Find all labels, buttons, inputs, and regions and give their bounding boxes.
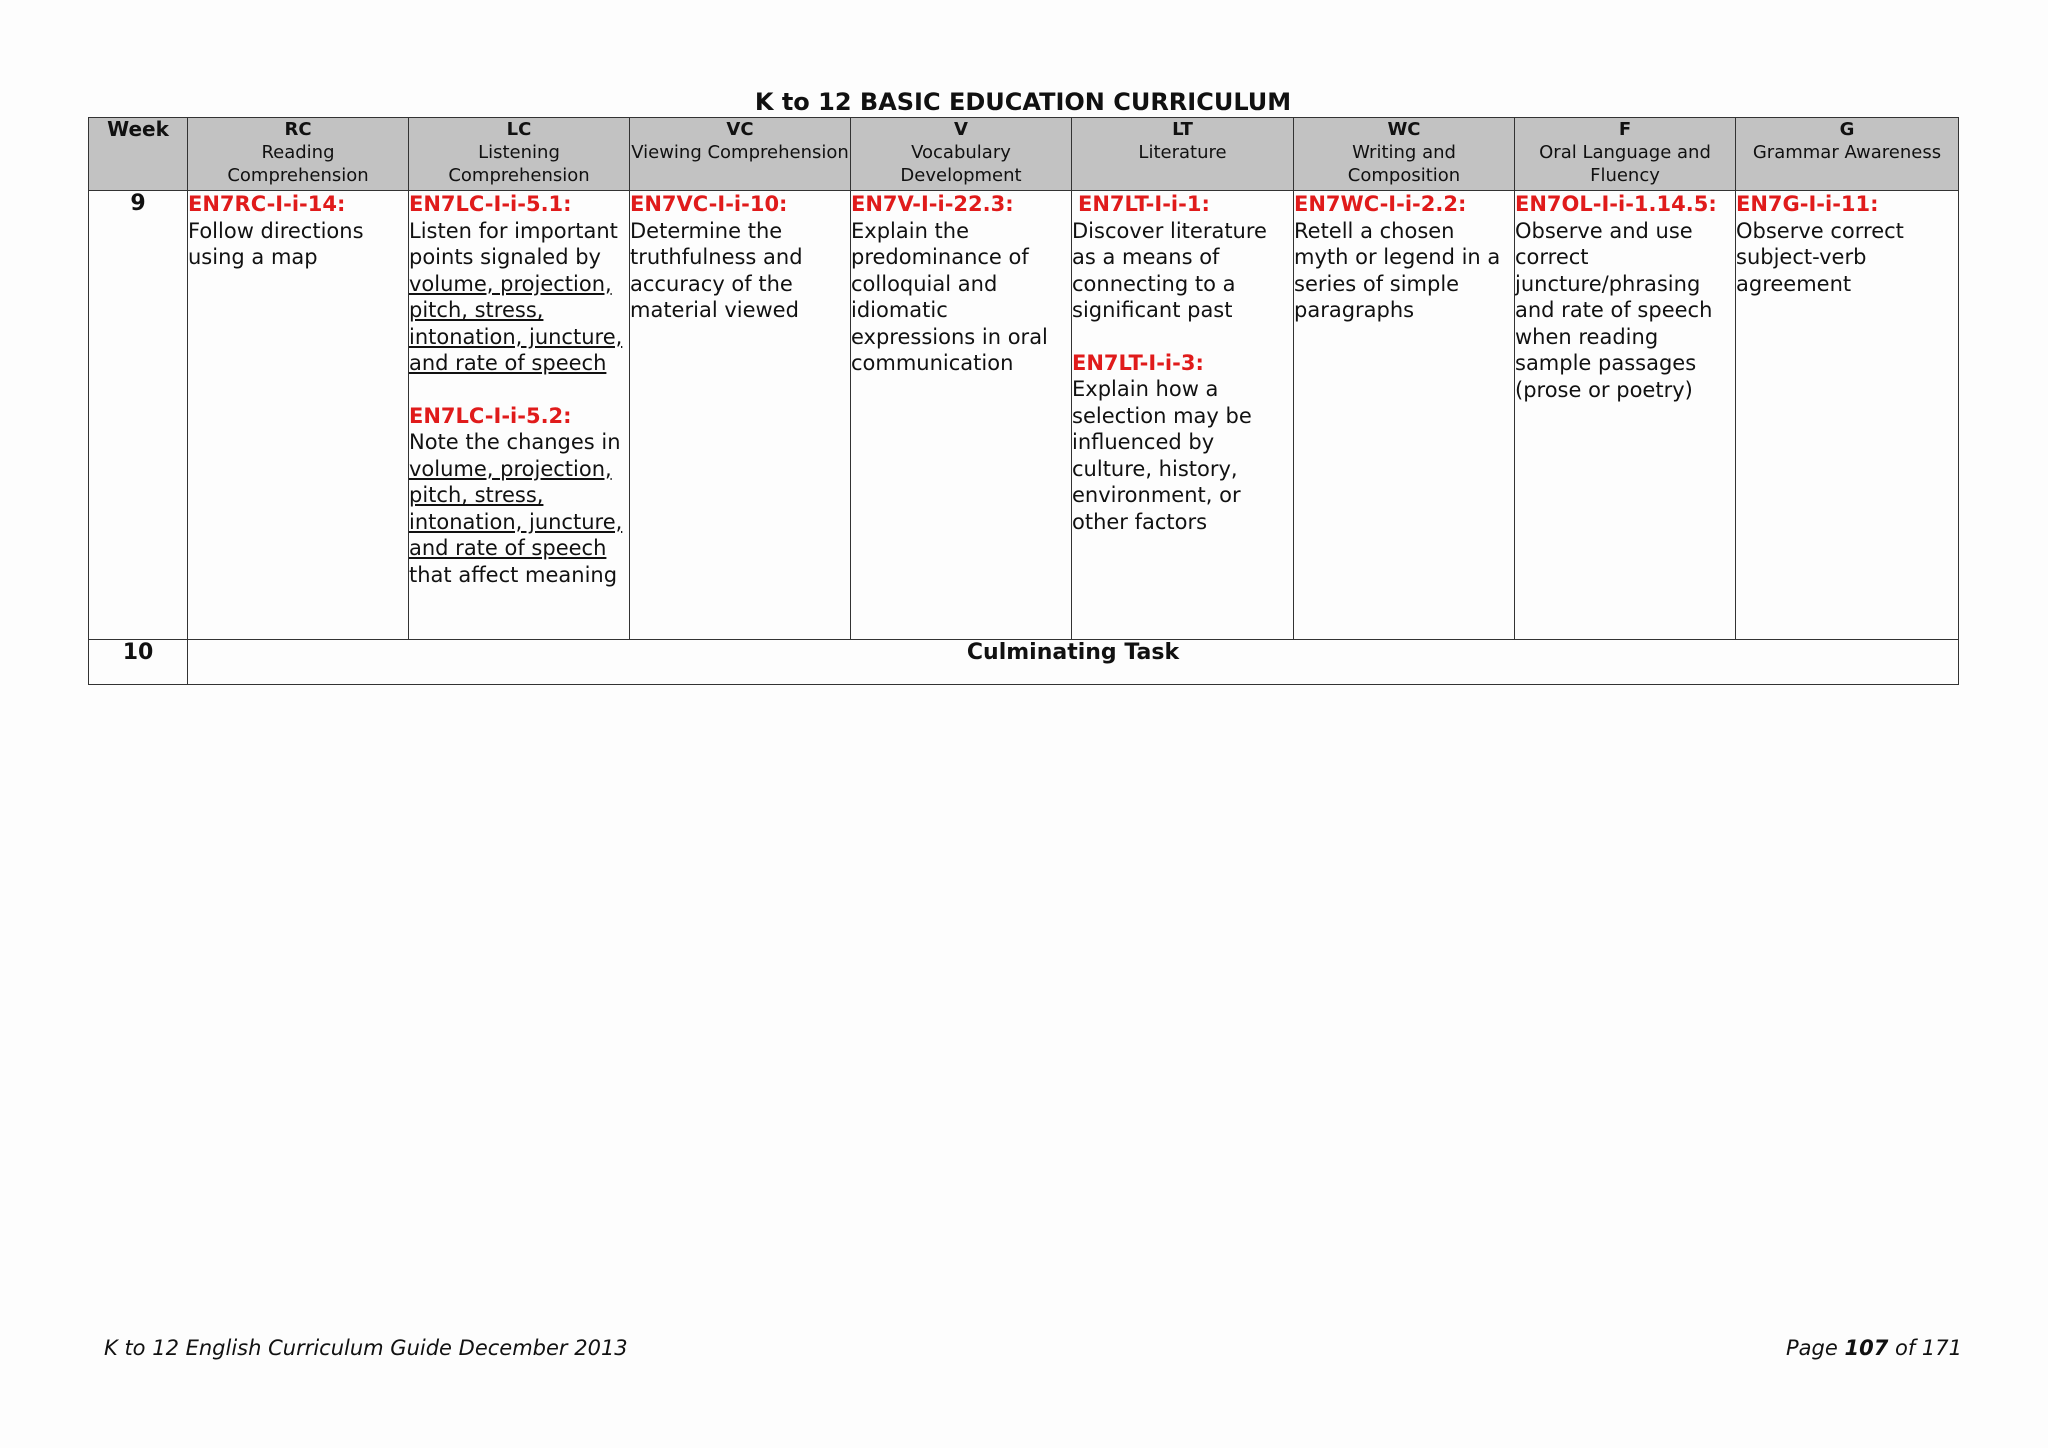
culminating-task: Culminating Task <box>188 640 1959 685</box>
competency-text: Observe correct subject-verb agreement <box>1736 218 1904 296</box>
competency-code: EN7LT-I-i-3: <box>1072 350 1204 375</box>
curriculum-table <box>88 117 1959 685</box>
cell-wc <box>1294 191 1515 640</box>
document-title: K to 12 BASIC EDUCATION CURRICULUM <box>754 88 1292 116</box>
competency-code: EN7RC-I-i-14: <box>188 192 346 216</box>
competency-text: Explain the predominance of colloquial and idiomatic expressions in oral communication <box>851 218 1048 375</box>
competency-code: EN7LT-I-i-1: <box>1078 192 1210 216</box>
competency-code: EN7OL-I-i-1.14.5: <box>1515 192 1717 216</box>
competency-text: Observe and use correct juncture/phrasing and rate of speech when reading sample passages (prose or poetry) <box>1515 218 1713 402</box>
competency-text: Follow directions using a map <box>188 218 364 269</box>
competency-code: EN7VC-I-i-10: <box>630 192 788 216</box>
header-lc: LC Listening Comprehension <box>409 118 630 191</box>
header-f: F Oral Language and Fluency <box>1515 118 1736 191</box>
header-row <box>89 118 1959 191</box>
underlined-text: volume, projection, pitch, stress, intonation, juncture, and rate of speech <box>409 271 623 375</box>
competency-text: Discover literature as a means of connecting to a significant past <box>1072 218 1267 322</box>
cell-lt <box>1072 191 1294 640</box>
week-9-row <box>89 191 1959 640</box>
week-10-row <box>89 640 1959 685</box>
week-number: 10 <box>89 640 188 685</box>
cell-v <box>851 191 1072 640</box>
cell-rc <box>188 191 409 640</box>
competency-text: Note the changes in <box>409 430 621 454</box>
competency-text: Listen for important points signaled by <box>409 218 618 269</box>
header-v: V Vocabulary Development <box>851 118 1072 191</box>
cell-f <box>1515 191 1736 640</box>
week-number: 9 <box>89 191 188 640</box>
footer-page-number: Page 107 of 171 <box>1785 1336 1962 1360</box>
competency-code: EN7LC-I-i-5.1: <box>409 192 572 216</box>
underlined-text: volume, projection, pitch, stress, intonation, juncture, and rate of speech <box>409 456 623 560</box>
competency-text: Explain how a selection may be influenced by culture, history, environment, or other factors <box>1072 377 1252 534</box>
header-g: G Grammar Awareness <box>1736 118 1959 191</box>
competency-code: EN7V-I-i-22.3: <box>851 192 1014 216</box>
header-week: Week <box>89 118 188 191</box>
header-lt: LT Literature <box>1072 118 1294 191</box>
footer-guide-title: K to 12 English Curriculum Guide December 2013 <box>104 1336 628 1360</box>
competency-text: Determine the truthfulness and accuracy of the material viewed <box>630 218 803 322</box>
cell-lc <box>409 191 630 640</box>
header-rc: RC Reading Comprehension <box>188 118 409 191</box>
cell-g <box>1736 191 1959 640</box>
competency-text: that affect meaning <box>409 562 618 587</box>
competency-code: EN7WC-I-i-2.2: <box>1294 192 1467 216</box>
header-wc: WC Writing and Composition <box>1294 118 1515 191</box>
competency-code: EN7LC-I-i-5.2: <box>409 403 572 428</box>
competency-code: EN7G-I-i-11: <box>1736 192 1879 216</box>
competency-text: Retell a chosen myth or legend in a series of simple paragraphs <box>1294 218 1501 322</box>
header-vc: VC Viewing Comprehension <box>630 118 851 191</box>
cell-vc <box>630 191 851 640</box>
